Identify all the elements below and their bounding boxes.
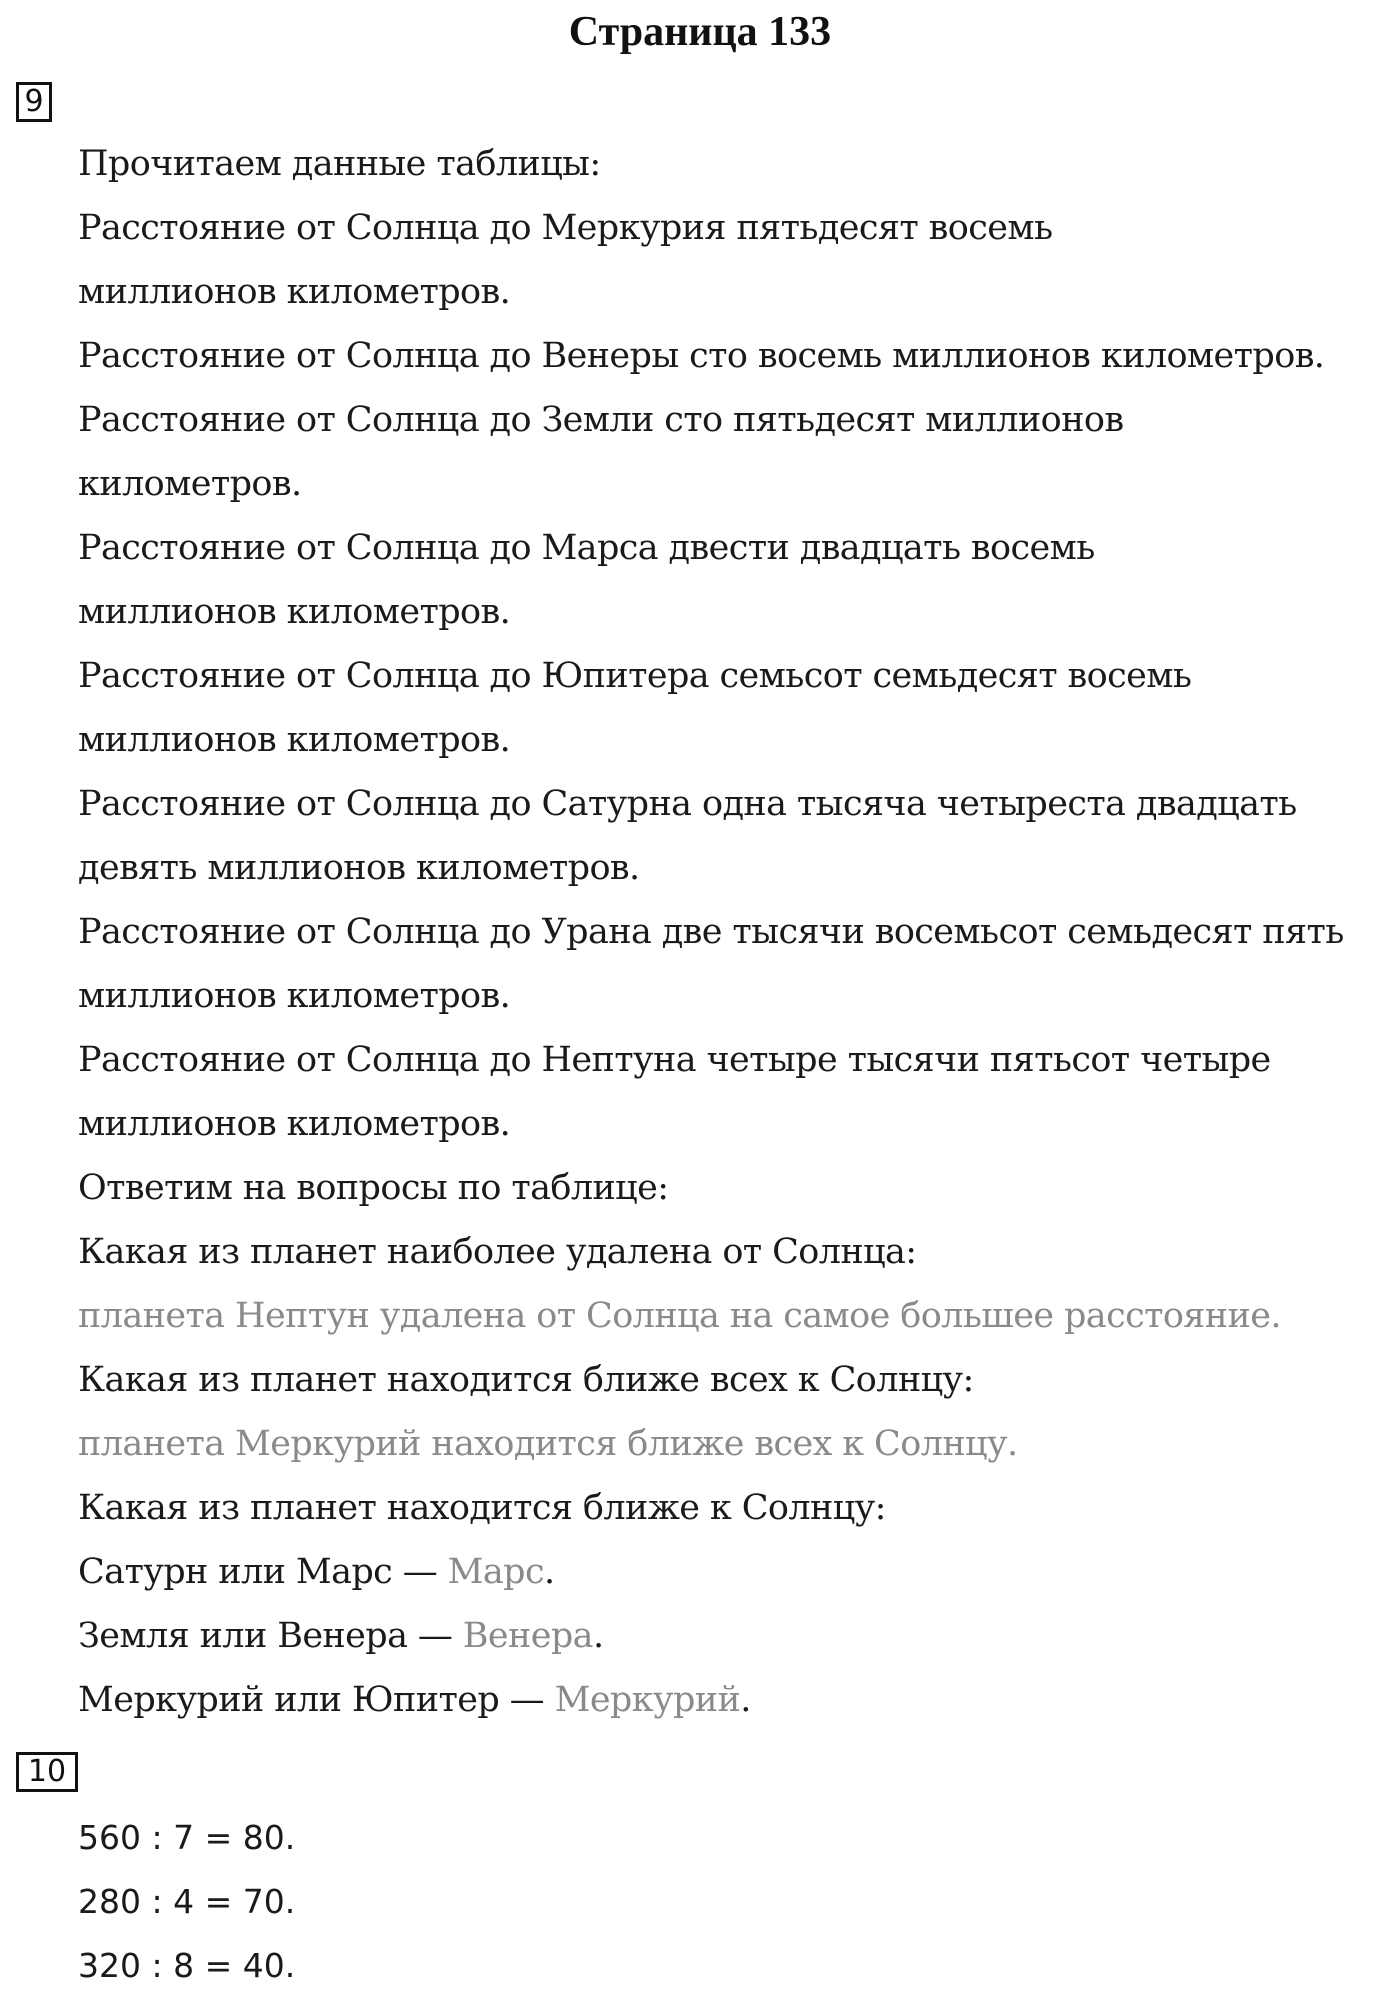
text-line: Расстояние от Солнца до Марса двести двадцать восемь (78, 528, 1095, 568)
comparison-line (78, 1604, 1378, 1668)
page-title: Страница 133 (568, 9, 832, 55)
equation-line: 320 : 8 = 40. (78, 1946, 296, 1985)
task-10-equations (78, 1806, 1378, 1998)
answer-line: планета Меркурий находится ближе всех к Солнцу. (78, 1424, 1018, 1464)
question-line: Какая из планет находится ближе к Солнцу: (78, 1488, 886, 1528)
period: . (543, 1552, 555, 1592)
equation-line: 280 : 4 = 70. (78, 1882, 296, 1921)
period: . (740, 1680, 751, 1720)
equation-line: 560 : 7 = 80. (78, 1818, 296, 1857)
question-line: Какая из планет наиболее удалена от Солнца: (78, 1232, 917, 1272)
text-line: миллионов километров. (78, 272, 511, 312)
text-line: Расстояние от Солнца до Земли сто пятьдесят миллионов (78, 400, 1124, 440)
text-line: километров. (78, 464, 302, 504)
text-line: миллионов километров. (78, 976, 511, 1016)
comparison-answer: Венера (462, 1616, 593, 1656)
question-line: Какая из планет находится ближе всех к Солнцу: (78, 1360, 974, 1400)
comparison-line (78, 1668, 1378, 1732)
text-line: Расстояние от Солнца до Меркурия пятьдесят восемь (78, 208, 1053, 248)
task-9-text (78, 132, 1378, 1732)
text-line: миллионов километров. (78, 592, 511, 632)
period: . (592, 1616, 604, 1656)
text-line: Расстояние от Солнца до Сатурна одна тысяча четыреста двадцать (78, 784, 1297, 824)
text-line: Прочитаем данные таблицы: (78, 144, 601, 184)
text-line: Ответим на вопросы по таблице: (78, 1168, 669, 1208)
text-line: Расстояние от Солнца до Нептуна четыре тысячи пятьсот четыре (78, 1040, 1271, 1080)
task-number-9: 9 (16, 82, 52, 122)
text-line: Расстояние от Солнца до Венеры сто восемь миллионов километров. (78, 336, 1325, 376)
comparison-question: Земля или Венера — (78, 1616, 463, 1656)
text-line: Расстояние от Солнца до Юпитера семьсот семьдесят восемь (78, 656, 1192, 696)
comparison-question: Меркурий или Юпитер — (78, 1680, 555, 1720)
comparison-question: Сатурн или Марс — (78, 1552, 448, 1592)
comparison-answer: Марс (447, 1552, 544, 1592)
comparison-line (78, 1540, 1378, 1604)
text-line: Расстояние от Солнца до Урана две тысячи восемьсот семьдесят пять (78, 912, 1344, 952)
answer-line: планета Нептун удалена от Солнца на самое большее расстояние. (78, 1296, 1281, 1336)
text-line: миллионов километров. (78, 1104, 511, 1144)
text-line: миллионов километров. (78, 720, 511, 760)
task-number-10: 10 (16, 1752, 78, 1792)
comparison-answer: Меркурий (554, 1680, 741, 1720)
text-line: девять миллионов километров. (78, 848, 640, 888)
